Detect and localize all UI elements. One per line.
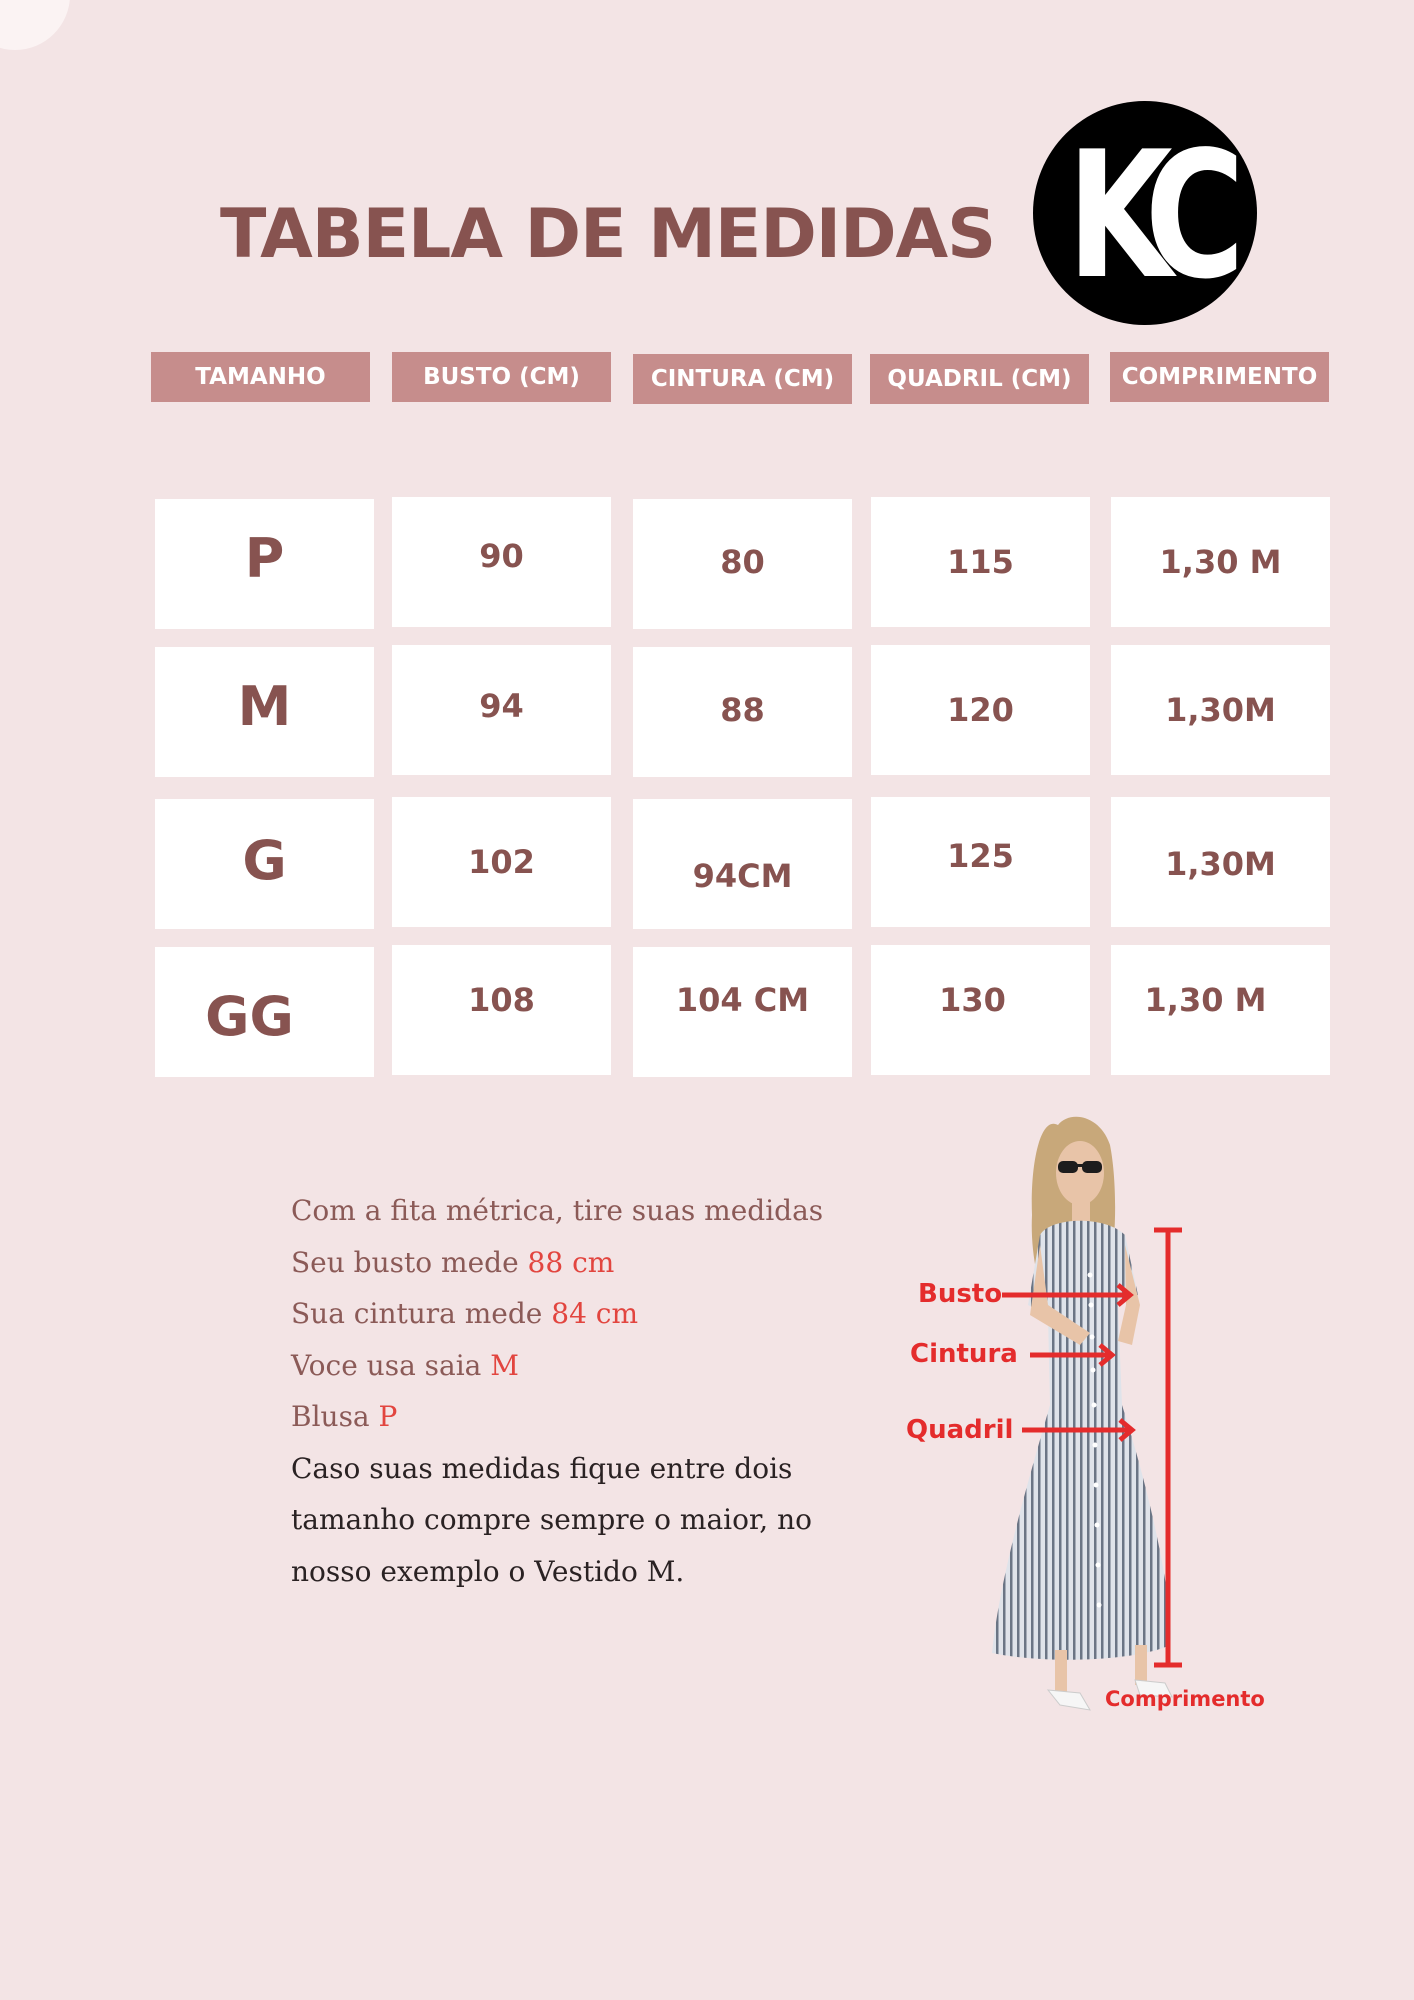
header-cintura: CINTURA (CM) [633, 354, 852, 404]
table-cell-quadril: 125 [871, 797, 1090, 927]
label-comprimento: Comprimento [1105, 1687, 1265, 1711]
table-cell-comprimento: 1,30M [1111, 645, 1330, 775]
table-cell-size: GG [155, 947, 374, 1077]
table-cell-comprimento: 1,30 M [1111, 497, 1330, 627]
table-cell-cintura: 80 [633, 499, 852, 629]
label-quadril: Quadril [906, 1415, 1014, 1445]
label-busto: Busto [918, 1279, 1003, 1309]
table-cell-quadril: 115 [871, 497, 1090, 627]
table-cell-busto: 102 [392, 797, 611, 927]
table-cell-size: M [155, 647, 374, 777]
header-tamanho: TAMANHO [151, 352, 370, 402]
table-cell-busto: 90 [392, 497, 611, 627]
instruction-busto: Seu busto mede 88 cm [291, 1245, 615, 1279]
table-cell-cintura: 88 [633, 647, 852, 777]
label-cintura: Cintura [910, 1339, 1018, 1369]
table-cell-quadril: 120 [871, 645, 1090, 775]
corner-decoration [0, 0, 70, 50]
instruction-saia: Voce usa saia M [291, 1348, 519, 1382]
instruction-cintura: Sua cintura mede 84 cm [291, 1297, 639, 1330]
instruction-blusa: Blusa P [291, 1400, 398, 1433]
table-cell-busto: 108 [392, 945, 611, 1075]
logo-text: KC [1066, 114, 1224, 319]
table-cell-quadril: 130 [871, 945, 1090, 1075]
header-comprimento: COMPRIMENTO [1110, 352, 1329, 402]
instruction-line: Com a fita métrica, tire suas medidas [291, 1194, 824, 1227]
table-cell-comprimento: 1,30M [1111, 797, 1330, 927]
measurement-instructions [291, 1185, 831, 1597]
instruction-note: Caso suas medidas fique entre dois tamanho compre sempre o maior, no nosso exemplo o Vestido M. [291, 1451, 812, 1588]
page-title: TABELA DE MEDIDAS [220, 195, 996, 274]
header-busto: BUSTO (CM) [392, 352, 611, 402]
table-cell-cintura: 94CM [633, 799, 852, 929]
kc-logo [1025, 98, 1260, 328]
table-cell-busto: 94 [392, 645, 611, 775]
table-cell-size: G [155, 799, 374, 929]
header-quadril: QUADRIL (CM) [870, 354, 1089, 404]
table-cell-comprimento: 1,30 M [1111, 945, 1330, 1075]
table-cell-cintura: 104 CM [633, 947, 852, 1077]
table-cell-size: P [155, 499, 374, 629]
